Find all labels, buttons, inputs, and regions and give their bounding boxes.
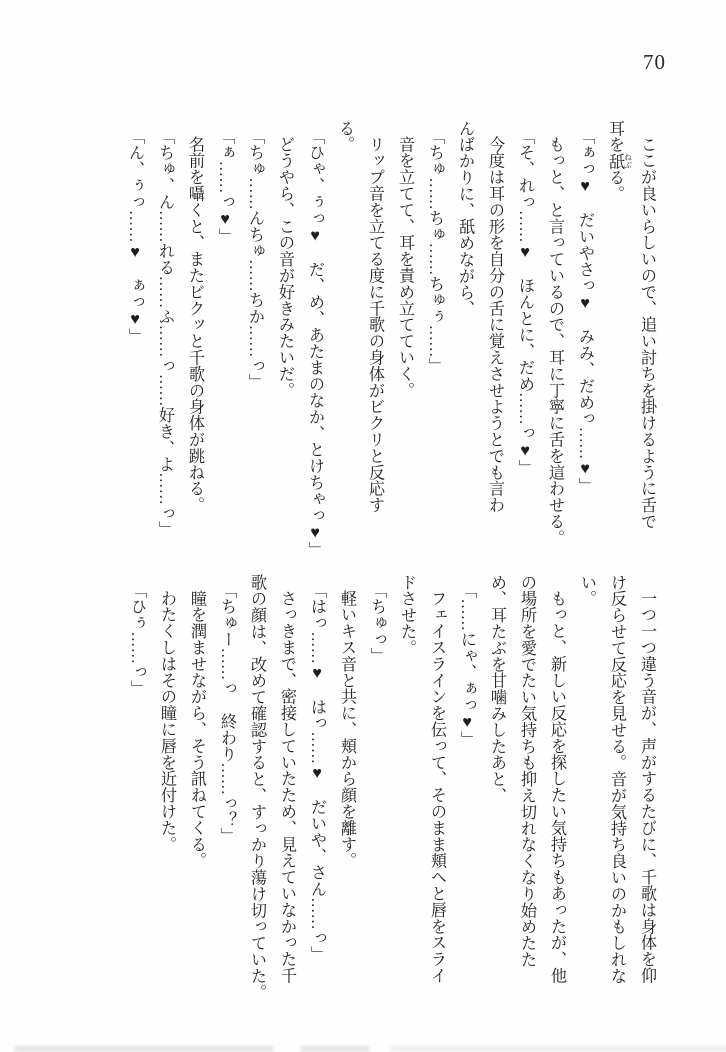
- text-line: 「ひぅ……っ」: [128, 582, 146, 697]
- text-line: 音を立てて、耳を責め立てていく。: [396, 136, 414, 399]
- text-line: 「はっ……♥ はっ……♥ だいや、さん……っ」: [308, 582, 326, 963]
- text-line: 「ん、ぅっ……♥ ぁっ♥」: [126, 128, 144, 345]
- text-line: 耳を舐 ねぶる。: [606, 120, 633, 203]
- text-line: もっと、と言っているので、耳に丁寧に舌を這わせる。: [546, 136, 564, 547]
- text-line: め、耳たぶを甘噛みしたあと、: [488, 574, 506, 804]
- text-line: 名前を囁くと、またビクッと千歌の身体が跳ねる。: [186, 136, 204, 514]
- text-line: さっきまで、密接していたため、見えていなかった千: [278, 590, 296, 984]
- text-line: 一つ一つ違う音が、声がするたびに、千歌は身体を仰: [638, 590, 656, 984]
- text-line: どうやら、この音が好きみたいだ。: [276, 136, 294, 399]
- text-line: リップ音を立てる度に千歌の身体がビクリと反応す: [366, 136, 384, 514]
- text-line: 「……にゃ、ぁっ♥」: [458, 582, 476, 748]
- text-line: 「ちゅ、ん……れる……ふ……っ……好き、よ……っ」: [156, 128, 174, 538]
- bleed-smudge: [300, 1046, 370, 1052]
- text-line: 「ちゅ……んちゅ……ちか……っ」: [246, 128, 264, 391]
- text-line: 「ちゅっ」: [368, 582, 386, 665]
- text-line: 瞳を潤ませながら、そう訊ねてくる。: [188, 590, 206, 869]
- page-bottom-bleed-through: [0, 1043, 726, 1050]
- text-line: 軽いキス音と共に、頬から顔を離す。: [338, 590, 356, 869]
- text-line: もっと、新しい反応を探したい気持ちもあったが、他: [548, 590, 566, 984]
- text-line: け反らせて反応を見せる。音が気持ち良いのかもしれな: [608, 574, 626, 984]
- text-line: 「ぁ……っ♥」: [216, 128, 234, 245]
- text-line: 「ちゅ……ちゅ……ちゅぅ……」: [426, 128, 444, 375]
- text-block-lower: [122, 574, 662, 1026]
- bleed-smudge: [14, 1046, 274, 1052]
- text-line: んばかりに、舐めながら、: [456, 120, 474, 317]
- text-line: 「ぁっ♥ だいやさっ♥ みみ、だめっ……♥」: [576, 128, 594, 495]
- text-line: ここが良いらしいので、追い討ちを掛けるように舌で: [638, 136, 656, 530]
- text-line: ドさせた。: [398, 574, 416, 656]
- text-line: 歌の顔は、改めて確認すると、すっかり蕩け切っていた。: [248, 574, 266, 1001]
- text-line: の場所を愛でたい気持ちも抑え切れなくなり始めたた: [518, 574, 536, 968]
- text-line: 「ちゅー……っ 終わり……っ？」: [218, 582, 236, 845]
- text-block-upper: [120, 120, 662, 572]
- text-line: 「そ、れっ……♥ ほんとに、だめ……っ♥」: [516, 128, 534, 477]
- text-line: 今度は耳の形を自分の舌に覚えさせようとでも言わ: [486, 136, 504, 514]
- page-number: 70: [643, 50, 666, 74]
- text-line: る。: [336, 120, 354, 153]
- text-line: 「ひゃ、ぅっ♥ だ、め、あたまのなか、とけちゃっ♥」: [306, 128, 324, 559]
- text-line: わたくしはその瞳に唇を近付けた。: [158, 590, 176, 853]
- bleed-smudge: [390, 1046, 726, 1052]
- text-line: い。: [578, 574, 596, 607]
- ruby-furigana: 舐 ねぶ: [606, 152, 633, 170]
- text-line: フェイスラインを伝って、そのまま頬へと唇をスライ: [428, 590, 446, 984]
